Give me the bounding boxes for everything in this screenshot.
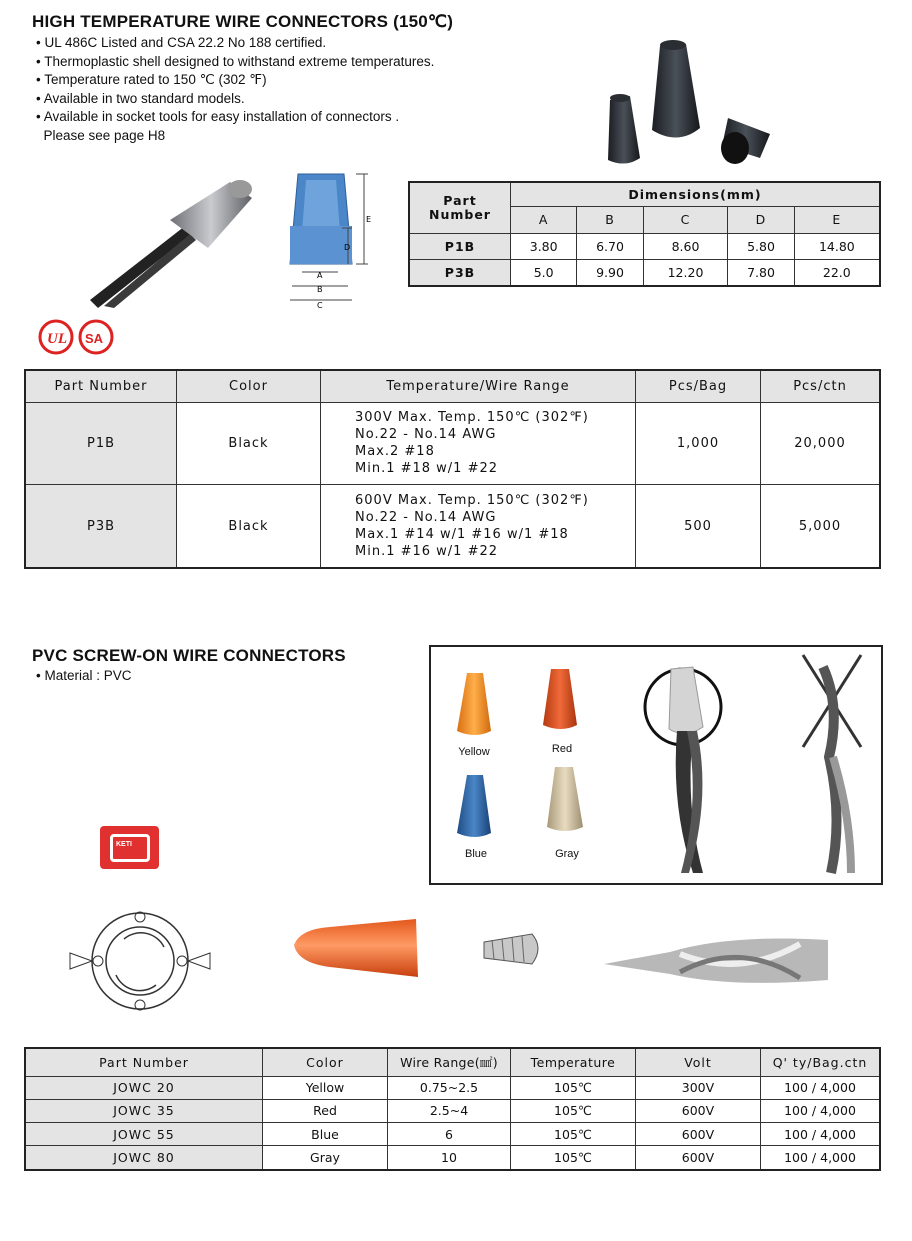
pvc-cell: 10 (388, 1146, 511, 1170)
dim-cell: 22.0 (794, 259, 880, 286)
connector-dimension-diagram (282, 168, 382, 312)
pvc-cell: Red (263, 1099, 388, 1122)
dim-label-e: E (366, 215, 372, 224)
dim-part: P1B (409, 233, 511, 259)
caption-yellow: Yellow (458, 746, 490, 758)
connector-colors-photo-box (429, 645, 883, 885)
table-row (409, 233, 880, 259)
dim-col-b: B (577, 206, 643, 233)
bullet-item: Please see page H8 (43, 127, 166, 143)
pvc-cell: 105℃ (511, 1123, 636, 1146)
dim-cell: 6.70 (577, 233, 643, 259)
spec-header: Pcs/Bag (636, 370, 761, 402)
bullet-item: • Available in two standard models. (36, 90, 245, 106)
dimensions-table (408, 181, 881, 287)
spec-color: Black (177, 485, 321, 568)
pvc-cell: 100 / 4,000 (761, 1099, 881, 1122)
section1-title: HIGH TEMPERATURE WIRE CONNECTORS (150℃) (32, 12, 454, 31)
spec-color: Black (177, 402, 321, 485)
section2-bullets (36, 667, 132, 686)
spec-bag: 500 (636, 485, 761, 568)
pvc-cell: 105℃ (511, 1099, 636, 1122)
pvc-cell: 105℃ (511, 1076, 636, 1099)
pvc-cell: Yellow (263, 1076, 388, 1099)
pvc-cell: 105℃ (511, 1146, 636, 1170)
dim-cell: 8.60 (643, 233, 728, 259)
ul-logo: UL (47, 331, 67, 347)
dim-cell: 3.80 (511, 233, 577, 259)
dim-label-a: A (317, 271, 323, 280)
dim-cell: 7.80 (728, 259, 794, 286)
table-row (25, 402, 880, 485)
caption-blue: Blue (464, 848, 488, 860)
pvc-header: Volt (636, 1048, 761, 1076)
pvc-cell: 600V (636, 1123, 761, 1146)
pvc-table (24, 1047, 881, 1171)
bullet-item: • Available in socket tools for easy installation of connectors . (36, 109, 400, 124)
pvc-cell: 600V (636, 1146, 761, 1170)
connector-with-wire-photo (90, 168, 265, 308)
pvc-cell: 2.5~4 (388, 1099, 511, 1122)
pvc-part: JOWC 20 (25, 1076, 263, 1099)
bullet-item: • UL 486C Listed and CSA 22.2 No 188 certified. (36, 35, 327, 50)
dim-col-e: E (794, 206, 880, 233)
keti-logo (100, 826, 159, 869)
keti-text: KETI (116, 841, 132, 848)
csa-logo: SA (85, 331, 104, 346)
spec-header: Temperature/Wire Range (321, 370, 636, 402)
pvc-header: Wire Range(㎟) (388, 1048, 511, 1076)
table-row (25, 485, 880, 568)
caption-gray: Gray (555, 848, 579, 860)
dim-cell: 14.80 (794, 233, 880, 259)
orange-connector-photo (290, 915, 440, 985)
table-row (25, 1146, 880, 1170)
pvc-cell: 600V (636, 1099, 761, 1122)
table-row (409, 259, 880, 286)
spring-insert-photo (480, 930, 550, 970)
dim-label-c: C (317, 301, 323, 310)
dim-label-b: B (317, 285, 323, 294)
dim-label-d: D (344, 243, 351, 252)
spec-header: Part Number (25, 370, 177, 402)
pvc-header: Q' ty/Bag.ctn (761, 1048, 881, 1076)
dim-col-c: C (643, 206, 728, 233)
dim-cell: 12.20 (643, 259, 728, 286)
spec-table (24, 369, 881, 569)
pvc-part: JOWC 55 (25, 1123, 263, 1146)
caption-red: Red (551, 743, 573, 755)
dim-header-part: Part Number (409, 182, 511, 233)
pvc-cell: 100 / 4,000 (761, 1146, 881, 1170)
pvc-cell: 300V (636, 1076, 761, 1099)
pvc-cell: 6 (388, 1123, 511, 1146)
pvc-cell: 0.75~2.5 (388, 1076, 511, 1099)
spec-bag: 1,000 (636, 402, 761, 485)
bullet-item: • Material : PVC (36, 668, 132, 683)
table-row (25, 1076, 880, 1099)
pvc-cell: Gray (263, 1146, 388, 1170)
spec-header: Pcs/ctn (761, 370, 881, 402)
spec-part: P1B (25, 402, 177, 485)
dim-part: P3B (409, 259, 511, 286)
dim-cell: 5.80 (728, 233, 794, 259)
section2-title: PVC SCREW-ON WIRE CONNECTORS (32, 646, 346, 665)
pvc-cell: Blue (263, 1123, 388, 1146)
pvc-header: Part Number (25, 1048, 263, 1076)
bullet-item: • Thermoplastic shell designed to withstand extreme temperatures. (36, 53, 435, 69)
pvc-cell: 100 / 4,000 (761, 1123, 881, 1146)
dim-col-d: D (728, 206, 794, 233)
spec-header: Color (177, 370, 321, 402)
black-connectors-photo (590, 38, 790, 168)
pvc-header: Color (263, 1048, 388, 1076)
pvc-cell: 100 / 4,000 (761, 1076, 881, 1099)
bullet-item: • Temperature rated to 150 ℃ (302 ℉) (36, 72, 267, 87)
dim-col-a: A (511, 206, 577, 233)
pvc-part: JOWC 35 (25, 1099, 263, 1122)
spec-ctn: 20,000 (761, 402, 881, 485)
table-row (25, 1099, 880, 1122)
pvc-part: JOWC 80 (25, 1146, 263, 1170)
table-row (25, 1123, 880, 1146)
spec-range: 600V Max. Temp. 150℃ (302℉) No.22 - No.14 AWG Max.1 #14 w/1 #16 w/1 #18 Min.1 #16 w/1 #22 (321, 485, 636, 568)
spec-range: 300V Max. Temp. 150℃ (302℉) No.22 - No.14 AWG Max.2 #18 Min.1 #18 w/1 #22 (321, 402, 636, 485)
twisted-wires-photo (600, 930, 830, 990)
connector-top-view-diagram (68, 905, 218, 1017)
dim-cell: 9.90 (577, 259, 643, 286)
pvc-header: Temperature (511, 1048, 636, 1076)
spec-ctn: 5,000 (761, 485, 881, 568)
dim-cell: 5.0 (511, 259, 577, 286)
section1-bullets (36, 34, 434, 145)
spec-part: P3B (25, 485, 177, 568)
dim-header-dimensions: Dimensions(mm) (511, 182, 881, 206)
certification-logos (38, 318, 118, 358)
